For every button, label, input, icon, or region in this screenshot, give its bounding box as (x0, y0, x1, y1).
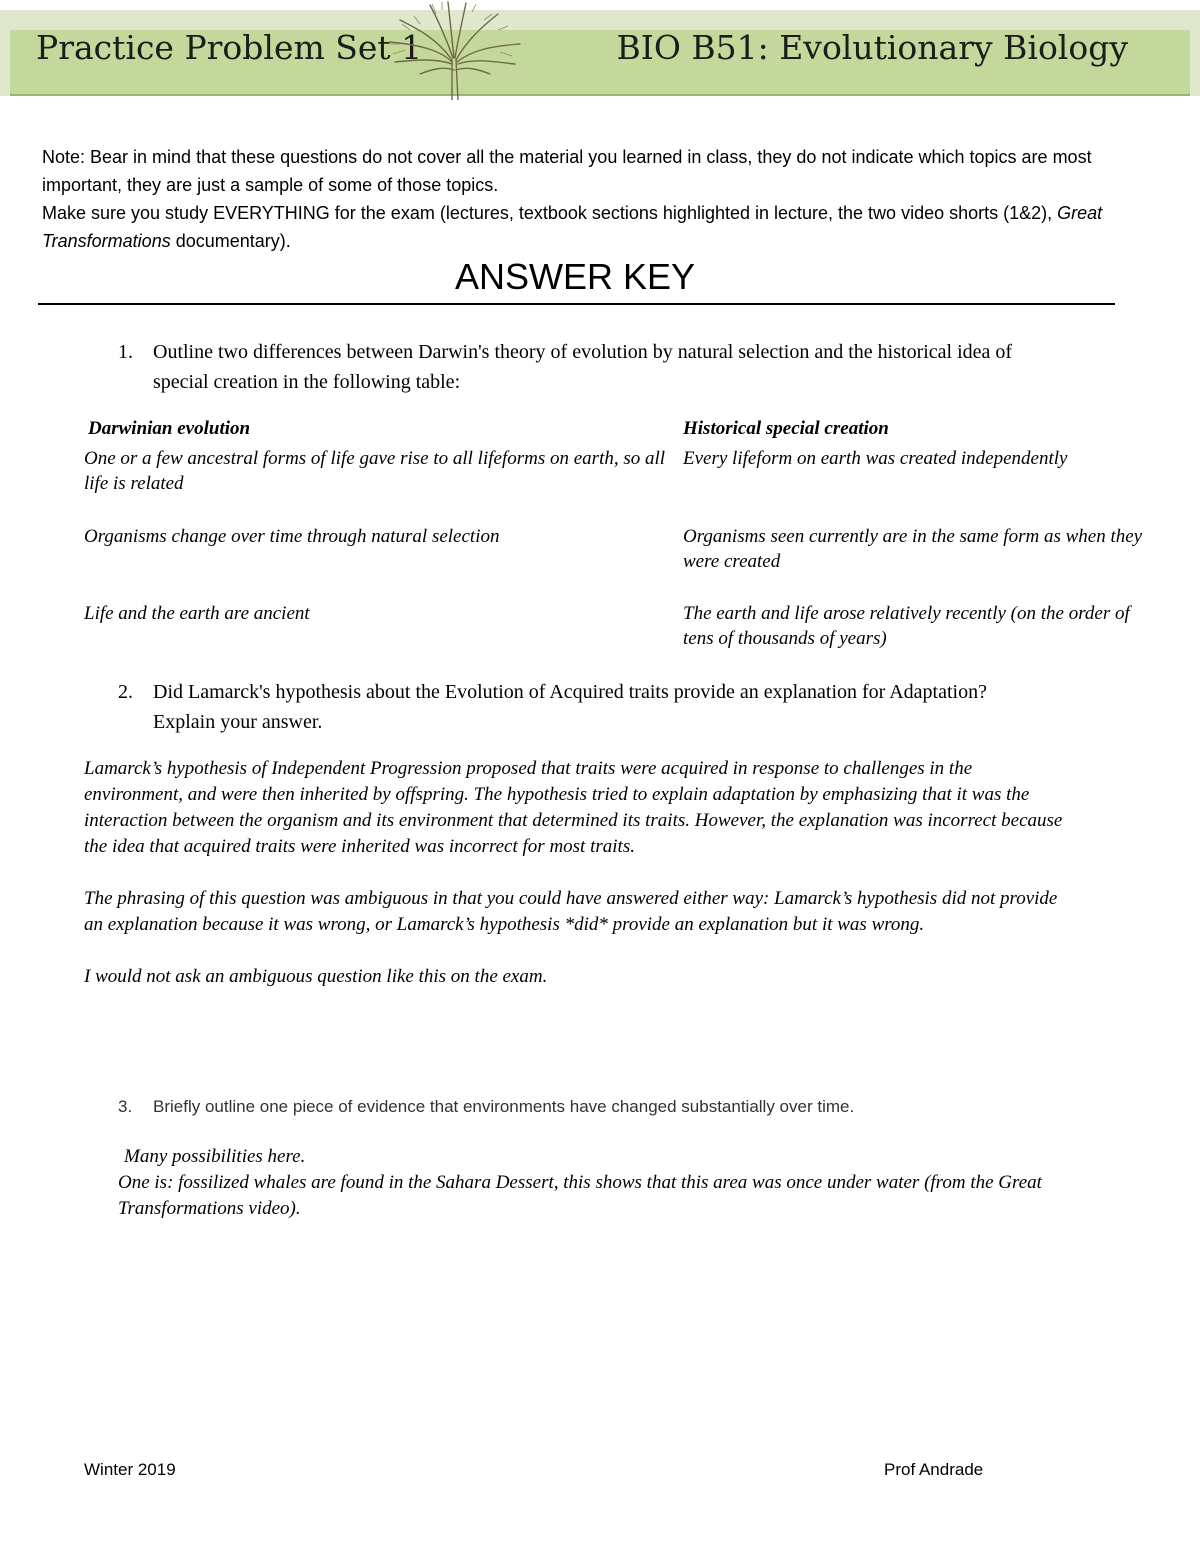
table-cell-right-row-2: Organisms seen currently are in the same form as when they were created (683, 526, 1143, 572)
note-line-2-prefix: Make sure you study EVERYTHING for the exam (lectures, textbook sections highlighted in lecture, the two video shorts (1&2), (42, 203, 1058, 223)
answer-3 (118, 1144, 1048, 1222)
question-1-number: 1. (118, 341, 133, 363)
answer-2 (84, 756, 1074, 990)
answer-2-paragraph-1: Lamarck’s hypothesis of Independent Progression proposed that traits were acquired in response to challenges in the environment, and were then inherited by offspring. The hypothesis tried to explain adaptation by emphasizing that it was the interaction between the organism and its environment that determined its traits. However, the explanation was incorrect because the idea that acquired traits were inherited was incorrect for most traits. (84, 758, 1063, 857)
question-2-text: Did Lamarck's hypothesis about the Evolution of Acquired traits provide an explanation for Adaptation? Explain your answer. (153, 681, 987, 733)
document-title: Practice Problem Set 1 (36, 28, 423, 67)
column-historical-special-creation: Historical special creation (683, 418, 889, 439)
answer-2-paragraph-2: The phrasing of this question was ambiguous in that you could have answered either way: Lamarck’s hypothesis did not provide an explanation because it was wrong, or Lamarck’s hypothesis *did* provide an explanation but it was wrong. (84, 888, 1058, 935)
table-cell-left-row-1: One or a few ancestral forms of life gave rise to all lifeforms on earth, so all life is related (84, 448, 666, 494)
footer-term: Winter 2019 (84, 1460, 176, 1479)
column-darwinian-evolution: Darwinian evolution (88, 418, 251, 439)
footer-instructor: Prof Andrade (884, 1460, 984, 1479)
note-line-2 (42, 199, 1152, 255)
table-cell-right-row-1: Every lifeform on earth was created independently (683, 448, 1068, 469)
answer-3-line-1: Many possibilities here. (124, 1146, 306, 1167)
tree-logo-icon (380, 0, 530, 100)
question-3-number: 3. (118, 1097, 133, 1116)
table-cell-left-row-3: Life and the earth are ancient (84, 603, 310, 624)
horizontal-divider (38, 303, 1115, 305)
note-line-2-italic: Great Transformations (42, 203, 1103, 251)
question-2-number: 2. (118, 681, 133, 703)
answer-2-paragraph-3: I would not ask an ambiguous question like this on the exam. (84, 966, 548, 987)
question-3-text: Briefly outline one piece of evidence that environments have changed substantially over time. (153, 1097, 855, 1116)
question-1-text: Outline two differences between Darwin's theory of evolution by natural selection and the historical idea of special creation in the following table: (153, 341, 1013, 393)
note-line-1: Note: Bear in mind that these questions do not cover all the material you learned in class, they do not indicate which topics are most important, they are just a sample of some of those topics. (42, 147, 1092, 195)
table-cell-right-row-3: The earth and life arose relatively recently (on the order of tens of thousands of years) (683, 603, 1130, 649)
note-line-2-suffix: documentary). (170, 231, 291, 251)
question-3 (118, 1092, 1018, 1122)
question-2 (118, 677, 1018, 737)
answer-key-heading: ANSWER KEY (454, 256, 696, 297)
answer-3-line-2: One is: fossilized whales are found in the Sahara Dessert, this shows that this area was once under water (from the Great Transformations video). (118, 1172, 1042, 1219)
question-1 (118, 337, 1018, 397)
exam-note (42, 143, 1152, 255)
table-cell-left-row-2: Organisms change over time through natural selection (84, 526, 500, 547)
course-title: BIO B51: Evolutionary Biology (616, 28, 1128, 67)
